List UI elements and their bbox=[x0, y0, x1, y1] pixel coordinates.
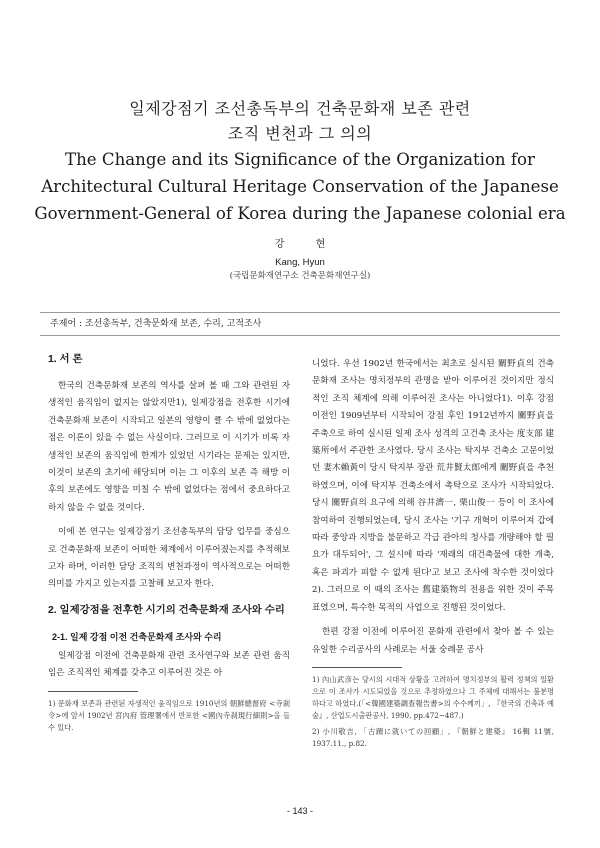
footnote-divider bbox=[48, 691, 138, 692]
title-english-line-1: The Change and its Significance of the Organization for bbox=[65, 150, 535, 169]
title-korean-line-1: 일제강점기 조선총독부의 건축문화재 보존 관련 bbox=[129, 99, 471, 118]
author-block bbox=[0, 238, 600, 283]
paper-title bbox=[20, 96, 580, 227]
author-name-english: Kang, Hyun bbox=[275, 257, 325, 268]
right-column bbox=[312, 356, 554, 754]
section-1-paragraph-2: 이에 본 연구는 일제강점기 조선총독부의 담당 업무를 중심으로 건축문화재 보존이 어떠한 체계에서 이루어졌는지를 추적해보고자 하며, 이러한 담당 조직의 변천과정이 역사적으로는 어떠한 의미를 가지고 있는지를 고찰해 보고자 한다. bbox=[48, 527, 290, 590]
footnote: 1) 문화재 보존과 관련된 자생적인 움직임으로 1910년의 朝鮮總督府 <寺刹令>에 앞서 1902년 宮內府 管理署에서 반포한 <國內寺刹現行細則>을 들 수 있다. bbox=[48, 698, 290, 732]
section-2-1-paragraph-1: 일제강점 이전에 건축문화재 관련 조사연구와 보존 관련 움직임은 조직적인 체계를 갖추고 이루어진 것은 아 bbox=[48, 650, 290, 679]
author-name-korean: 강 현 bbox=[274, 239, 340, 250]
section-2-heading: 2. 일제강점을 전후한 시기의 건축문화재 조사와 수리 bbox=[48, 604, 285, 616]
left-column bbox=[48, 350, 290, 738]
footnote: 1) 內山武彦는 당시의 시대적 상황을 고려하여 명치정부의 활력 정책의 일환으로 이 조사가 시도되었을 것으로 추정하였으나 그 주체에 대해서는 불분명하다고 하였다.(「<韓國建築調查報告書>의 수수께끼」, 『한국의 건축과 예술』, 산업도시출판공사, 1990, pp.472~487.) bbox=[312, 674, 554, 720]
page-number: - 143 - bbox=[286, 806, 313, 816]
section-2-1-heading: 2-1. 일제 강점 이전 건축문화재 조사와 수리 bbox=[52, 631, 222, 642]
author-affiliation: (국립문화재연구소 건축문화재연구실) bbox=[229, 271, 371, 281]
footnote: 2) 小川敬吉, 「古蹟に就いての回顧」, 『朝鮮と建築』 16輯 11號, 1937.11., p.82. bbox=[312, 726, 554, 748]
section-1-heading: 1. 서 론 bbox=[48, 354, 83, 365]
keywords-bar: 주제어 : 조선총독부, 건축문화재 보존, 수리, 고적조사 bbox=[40, 312, 560, 336]
section-2-1-paragraph-2: 한편 강점 이전에 이루어진 문화재 관련에서 찾아 볼 수 있는 유일한 수리공사의 사례로는 서울 숭례문 공사 bbox=[312, 627, 554, 655]
title-english-line-2: Architectural Cultural Heritage Conservation of the Japanese bbox=[41, 177, 559, 196]
section-1-paragraph-1: 한국의 건축문화재 보존의 역사를 살펴 볼 때 그와 관련된 자생적인 움직임이 없지는 않았지만1), 일제강점을 전후한 시기에 건축문화재 보존이 시작되고 일본의 영향이 클 수 밖에 없었다는 점은 이론이 있을 수 없는 사실이다. 그러므로 이 시기가 비록 자생적인 보존의 움직임에 한계가 있었던 시기라는 문제는 있지만, 이것이 보존의 초기에 해당되며 이는 그 이후의 보존 즉 해방 이후의 보존에도 영향을 미칠 수 밖에 없었다는 점에서 중요하다고 하지 않을 수 없을 것이다. bbox=[48, 381, 290, 513]
footnote-divider bbox=[312, 667, 402, 668]
section-2-1-paragraph-continued: 니었다. 우선 1902년 한국에서는 최초로 실시된 關野貞의 건축문화재 조사는 명치정부의 관명을 받아 이루어진 것이지만 정식적인 조직 체계에 의해 이루어진 조사는 아니었다1). 이후 강점 이전인 1909년부터 시작되어 강점 후인 1912년까지 關野貞을 주축으로 하여 실시된 일제 조사 성격의 고건축 조사는 度支部 建築所에서 주관한 조사였다. 당시 조사는 탁지부 건축소 고문이었던 妻木賴黃이 당시 탁지부 장관 荒井賢太郎에게 關野貞을 추천하였으며, 이에 탁지부 건축소에서 촉탁으로 조사가 시작되었다. 당시 關野貞의 요구에 의해 谷井濟一, 栗山俊一 등이 이 조사에 참여하여 진행되었는데, 당시 조사는 '기구 개혁이 이루어져 갑에 따라 중앙과 지방을 불문하고 각급 관아의 청사를 개량해야 할 필요가 대두되어', 그 설시에 따라 '재래의 대건축물에 대한 개축, 혹은 파괴가 피할 수 없게 된다'고 보고 조사에 착수한 것이었다2). 그러므로 이 때의 조사는 舊建築物의 전용을 위한 것이 주목표였으며, 특수한 목적의 사업으로 진행된 것이었다. bbox=[312, 359, 554, 613]
title-korean-line-2: 조직 변천과 그 의의 bbox=[227, 124, 373, 143]
title-english-line-3: Government-General of Korea during the Japanese colonial era bbox=[34, 204, 566, 223]
